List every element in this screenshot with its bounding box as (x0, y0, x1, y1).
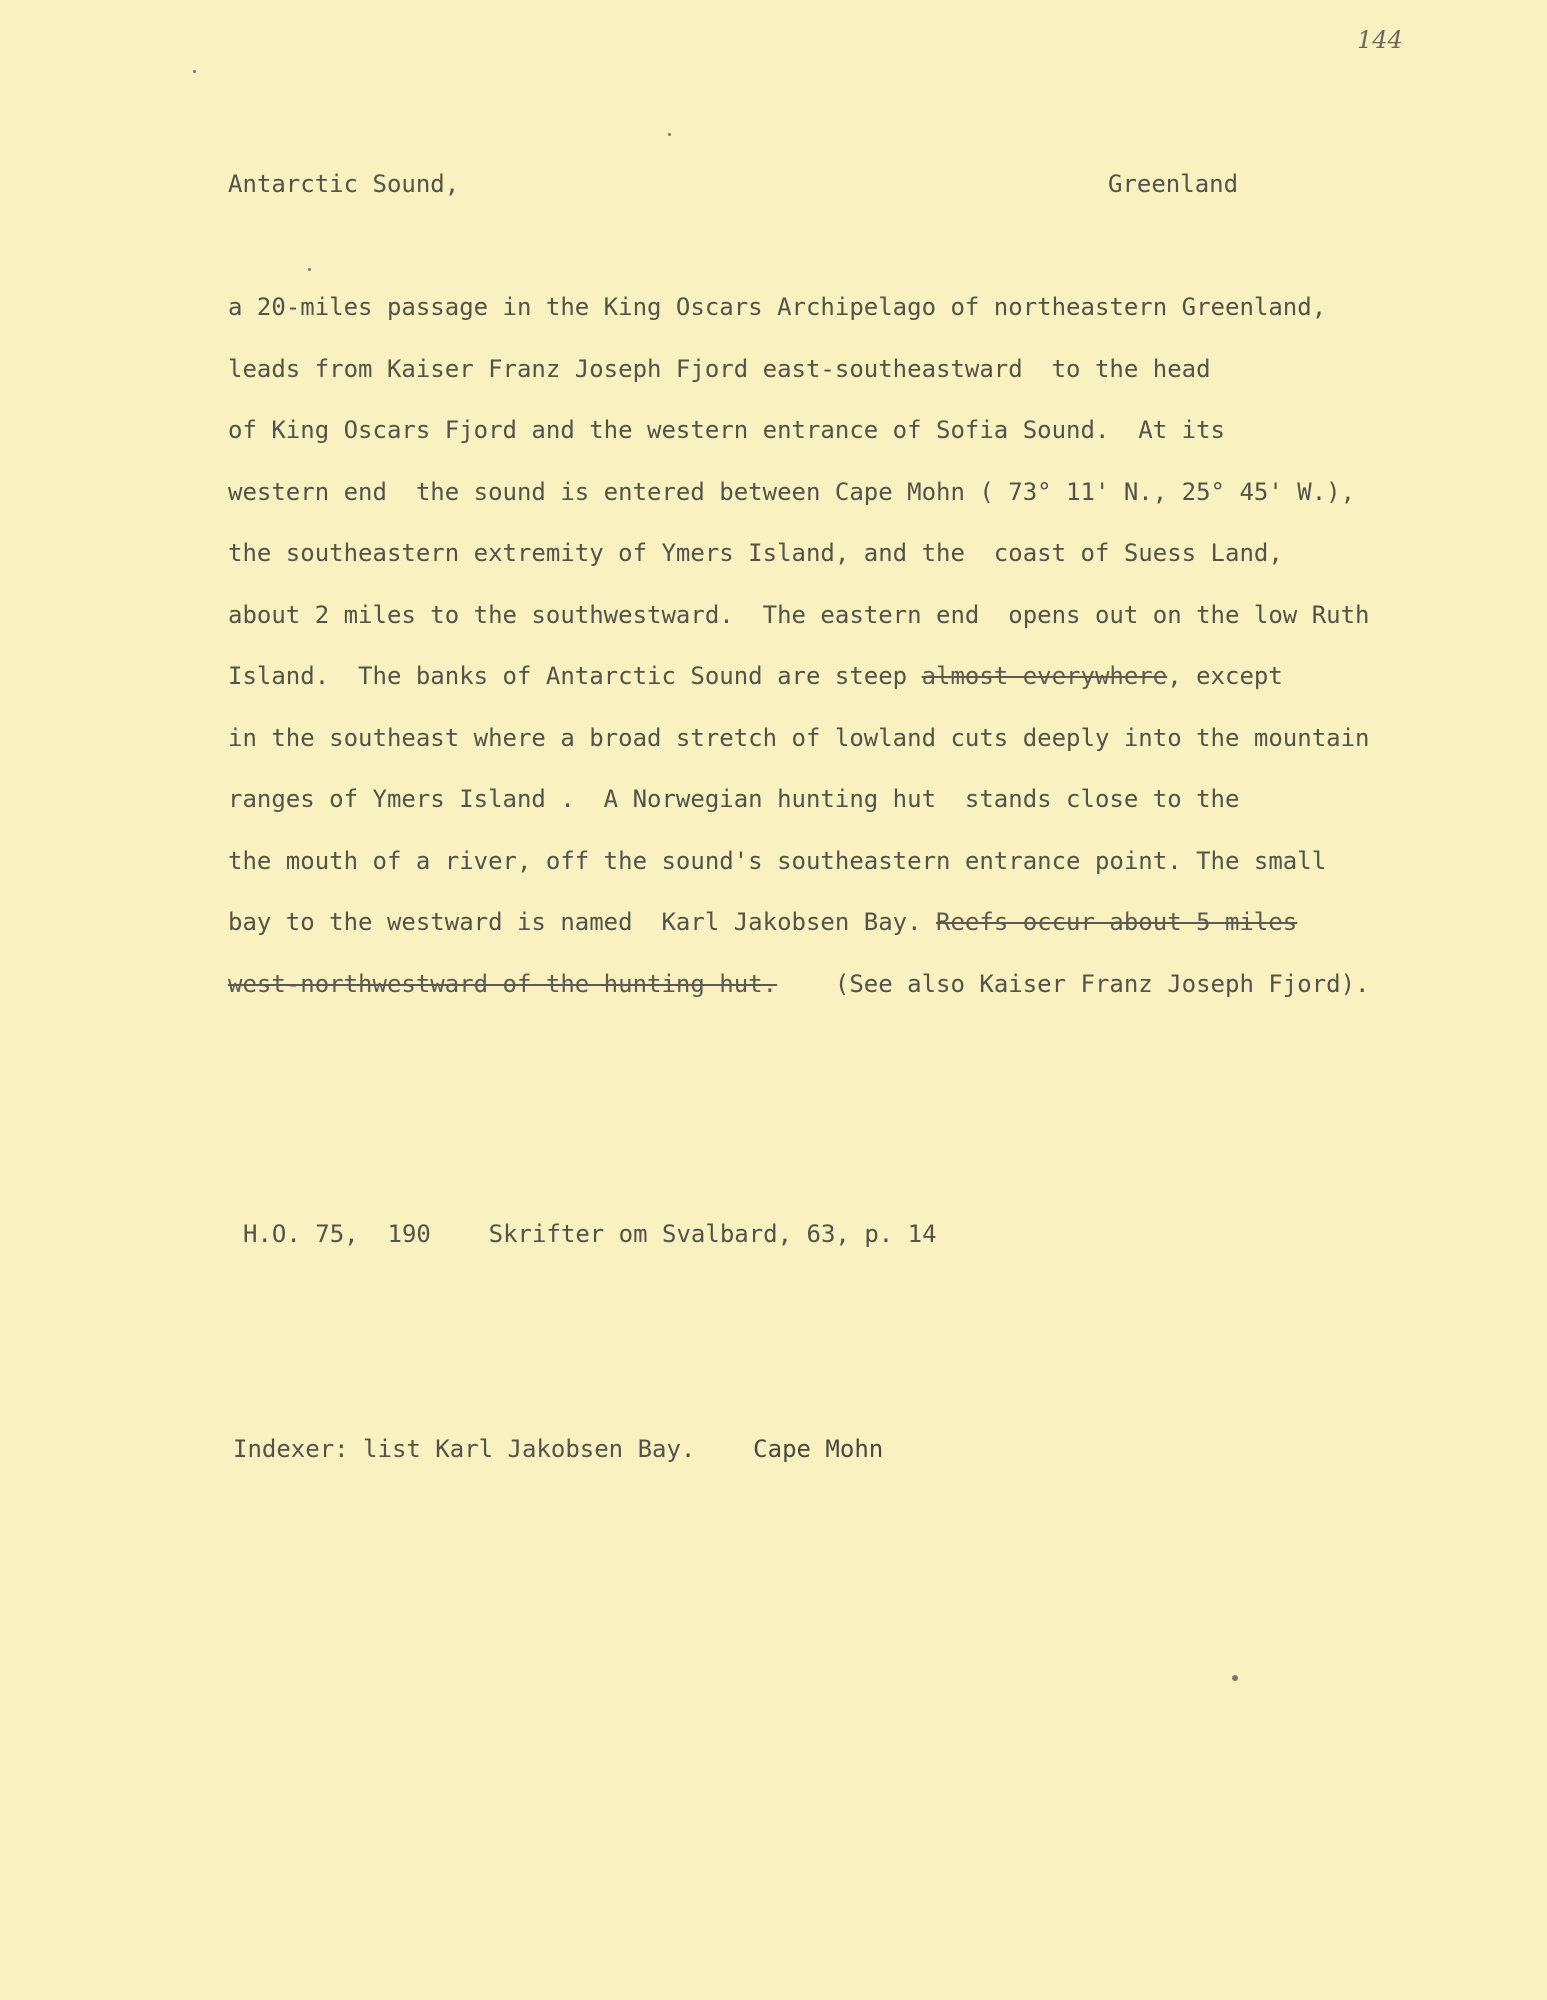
body-line-3: of King Oscars Fjord and the western entrance of Sofia Sound. At its (228, 416, 1225, 444)
paper-speck (1232, 1675, 1238, 1681)
source-citation: H.O. 75, 190 Skrifter om Svalbard, 63, p. 14 (243, 1220, 937, 1248)
line-text: bay to the westward is named Karl Jakobsen Bay. (228, 908, 937, 936)
indexer-text: Indexer: list Karl Jakobsen Bay. (233, 1435, 696, 1463)
paper-speck (668, 133, 671, 136)
heading-title: Antarctic Sound, (228, 170, 460, 198)
struck-text: almost everywhere (921, 662, 1168, 690)
body-line-8: in the southeast where a broad stretch of lowland cuts deeply into the mountain (228, 723, 1370, 752)
indexer-extra: Cape Mohn (753, 1435, 884, 1463)
line-text: (See also Kaiser Franz Joseph Fjord). (777, 969, 1370, 998)
body-line-5: the southeastern extremity of Ymers Island, and the coast of Suess Land, (228, 539, 1283, 567)
page-number: 144 (1357, 26, 1403, 54)
struck-text: Reefs occur about 5 miles (936, 908, 1298, 936)
body-text (228, 292, 1478, 1030)
paper-speck (193, 70, 196, 73)
paper-speck (308, 268, 311, 271)
body-line-1: a 20-miles passage in the King Oscars Archipelago of northeastern Greenland, (228, 293, 1327, 321)
line-text: , except (1167, 662, 1283, 690)
body-line-2: leads from Kaiser Franz Joseph Fjord east-southeastward to the head (228, 354, 1211, 383)
body-line-9: ranges of Ymers Island . A Norwegian hunting hut stands close to the (228, 785, 1240, 813)
line-text: Island. The banks of Antarctic Sound are steep (228, 662, 922, 690)
struck-text: west-northwestward of the hunting hut. (228, 969, 778, 998)
body-line-11 (228, 907, 1478, 969)
body-line-7 (228, 661, 1478, 723)
body-line-4: western end the sound is entered between Cape Mohn ( 73° 11' N., 25° 45' W.), (228, 477, 1356, 506)
body-line-6: about 2 miles to the southwestward. The eastern end opens out on the low Ruth (228, 600, 1370, 629)
heading-region: Greenland (1108, 170, 1239, 198)
indexer-spacer (695, 1435, 753, 1463)
body-line-12 (228, 969, 1478, 1031)
body-line-10: the mouth of a river, off the sound's southeastern entrance point. The small (228, 846, 1327, 875)
indexer-note (233, 1435, 883, 1463)
